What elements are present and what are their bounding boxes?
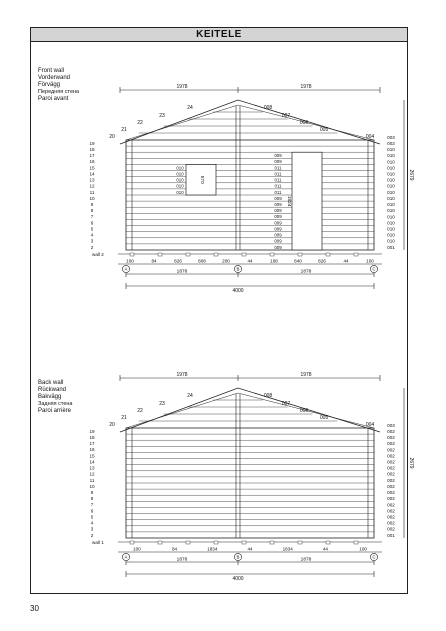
- roof-outline: [120, 100, 380, 144]
- gable-log-number: 23: [159, 113, 165, 119]
- right-log-code: 002: [387, 514, 395, 520]
- total-width-label: 4000: [232, 288, 244, 294]
- front-wall-drawing: [30, 78, 414, 308]
- right-log-code: 002: [387, 483, 395, 489]
- row-number: 12: [89, 471, 95, 477]
- door-log-code: 009: [274, 226, 282, 232]
- right-log-code: 001: [387, 532, 395, 538]
- row-number: 3: [90, 526, 94, 532]
- foundation-block: [270, 253, 274, 256]
- right-log-code: 010: [387, 238, 395, 244]
- door-log-code: 011: [274, 189, 282, 195]
- foundation-block: [186, 541, 190, 544]
- right-log-code: 002: [387, 471, 395, 477]
- gable-log-code: 005: [319, 415, 329, 421]
- right-log-code: 010: [387, 226, 395, 232]
- right-log-code: 003: [387, 134, 395, 140]
- segment-dim-label: 200: [222, 258, 230, 264]
- row-number: 18: [89, 147, 95, 152]
- gable-log-code: 004: [365, 422, 375, 428]
- right-log-code: 002: [387, 526, 395, 532]
- row-number: 9: [90, 490, 94, 495]
- gable-log-number: 24: [187, 105, 193, 111]
- row-number: 16: [89, 159, 95, 165]
- right-log-code: 002: [387, 459, 395, 465]
- foundation-block: [242, 541, 246, 544]
- door-height-label: 1824: [286, 195, 291, 207]
- span-dim-label: 1878: [176, 269, 188, 275]
- right-log-code: 010: [387, 232, 395, 238]
- row-number: 2: [90, 244, 94, 250]
- segment-dim-label: 44: [247, 546, 253, 552]
- axis-label: B: [236, 554, 240, 560]
- caption-line: Vorderwand: [38, 75, 71, 81]
- caption-line: Back wall: [38, 380, 64, 386]
- row-number: 6: [90, 220, 94, 226]
- gable-log-number: 21: [121, 127, 127, 133]
- right-log-code: 002: [387, 453, 395, 459]
- top-dim-label: 1978: [176, 84, 188, 90]
- row-number: 7: [90, 214, 94, 220]
- foundation-block: [298, 253, 302, 256]
- axis-label: C: [372, 266, 376, 272]
- caption-line: Paroi avant: [38, 96, 69, 102]
- axis-label: A: [124, 554, 128, 560]
- right-log-code: 002: [387, 428, 395, 434]
- row-number: 2: [90, 532, 94, 538]
- right-log-code: 002: [387, 490, 395, 496]
- door-log-code: 009: [274, 238, 282, 244]
- foundation-block: [326, 541, 330, 544]
- segment-dim-label: 168: [270, 258, 278, 264]
- foundation-block: [186, 253, 190, 256]
- door-log-code: 009: [274, 202, 282, 207]
- height-dim-label: 2679: [408, 457, 414, 469]
- right-log-code: 010: [387, 189, 395, 195]
- total-width-label: 4000: [232, 576, 244, 582]
- top-dim-label: 1978: [176, 372, 188, 378]
- door-log-code: 011: [274, 165, 282, 171]
- row-number: 14: [89, 459, 95, 465]
- row-number: 8: [90, 496, 94, 502]
- back-wall-elevation: [30, 366, 414, 586]
- gable-log-number: 22: [137, 408, 143, 414]
- right-log-code: 002: [387, 520, 395, 526]
- right-log-code: 010: [387, 147, 395, 153]
- right-log-code: 010: [387, 171, 395, 177]
- foundation-block: [214, 253, 218, 256]
- segment-dim-label: 1834: [207, 546, 218, 552]
- caption-line: Förvägg: [38, 82, 61, 88]
- right-log-code: 002: [387, 140, 395, 146]
- right-log-code: 010: [387, 202, 395, 208]
- door-log-code: 009: [274, 220, 282, 226]
- segment-dim-label: 44: [343, 258, 349, 264]
- window-log-code: 010: [176, 165, 184, 171]
- gable-log-code: 005: [319, 127, 329, 133]
- right-log-code: 010: [387, 220, 395, 226]
- segment-dim-label: 100: [366, 258, 374, 264]
- page-header: [30, 27, 408, 42]
- height-dim-label: 2679: [408, 169, 414, 181]
- gable-log-code: 008: [263, 105, 273, 111]
- caption-line: Rückwand: [38, 387, 67, 393]
- page-title: KEITELE: [196, 29, 242, 40]
- row-number: 17: [89, 153, 95, 159]
- caption-line: Передняя стена: [38, 89, 80, 95]
- gable-log-number: 22: [137, 120, 143, 126]
- page-number: 30: [30, 604, 39, 613]
- segment-dim-label: 84: [151, 258, 157, 264]
- axis-label: C: [372, 554, 376, 560]
- top-dim-label: 1978: [300, 84, 312, 90]
- right-log-code: 010: [387, 208, 395, 214]
- right-log-code: 001: [387, 244, 395, 250]
- door-log-code: 009: [274, 153, 282, 159]
- gable-log-code: 006: [299, 408, 309, 414]
- segment-dim-label: 826: [174, 258, 182, 264]
- right-log-code: 010: [387, 183, 395, 189]
- row-number: 11: [89, 477, 95, 483]
- row-number: 14: [89, 171, 95, 177]
- window-log-code: 010: [176, 171, 184, 177]
- door-log-code: 009: [274, 195, 282, 201]
- door-log-code: 011: [274, 183, 282, 189]
- row-number: 19: [89, 428, 95, 434]
- caption-line: Front wall: [38, 68, 65, 74]
- segment-dim-label: 840: [294, 258, 302, 264]
- right-log-code: 002: [387, 502, 395, 508]
- row-number: 5: [90, 226, 94, 232]
- row-number: 9: [90, 202, 94, 207]
- segment-dim-label: 826: [318, 258, 326, 264]
- segment-dim-label: 100: [359, 546, 367, 552]
- row-number: 17: [89, 441, 95, 447]
- foundation-block: [158, 253, 162, 256]
- right-log-code: 002: [387, 508, 395, 514]
- wall-label: wall 1: [92, 540, 104, 545]
- row-number: 13: [89, 465, 95, 471]
- right-log-code: 002: [387, 435, 395, 441]
- roof-inner-line: [126, 393, 374, 428]
- roof-inner-line: [126, 105, 374, 140]
- caption-line: Задняя стена: [38, 401, 73, 407]
- segment-dim-label: 84: [172, 546, 178, 552]
- caption-line: Bakvägg: [38, 394, 62, 400]
- door-log-code: 009: [274, 159, 282, 165]
- right-log-code: 002: [387, 477, 395, 483]
- foundation-block: [130, 253, 134, 256]
- foundation-block: [214, 541, 218, 544]
- segment-dim-label: 1834: [282, 546, 293, 552]
- door-log-code: 009: [274, 208, 282, 214]
- window-log-code: 010: [176, 177, 184, 183]
- gable-log-number: 21: [121, 415, 127, 421]
- right-log-code: 010: [387, 177, 395, 183]
- row-number: 18: [89, 435, 95, 440]
- foundation-block: [270, 541, 274, 544]
- gable-log-code: 006: [299, 120, 309, 126]
- right-log-code: 010: [387, 159, 395, 165]
- span-dim-label: 1878: [176, 557, 188, 563]
- foundation-block: [158, 541, 162, 544]
- foundation-block: [354, 541, 358, 544]
- row-number: 16: [89, 447, 95, 453]
- door-log-code: 009: [274, 232, 282, 238]
- row-number: 10: [89, 195, 95, 201]
- roof-outline: [120, 388, 380, 432]
- door-log-code: 009: [274, 244, 282, 250]
- window-log-code: 010: [176, 189, 184, 195]
- right-log-code: 010: [387, 214, 395, 220]
- foundation-block: [298, 541, 302, 544]
- back-wall-drawing: [30, 366, 414, 586]
- door-log-code: 011: [274, 171, 282, 177]
- row-number: 11: [89, 189, 95, 195]
- gable-log-code: 007: [281, 401, 291, 407]
- row-number: 19: [89, 140, 95, 146]
- caption-line: Paroi arrière: [38, 408, 72, 414]
- row-number: 6: [90, 508, 94, 514]
- right-log-code: 002: [387, 465, 395, 471]
- row-number: 12: [89, 183, 95, 189]
- gable-log-code: 008: [263, 393, 273, 399]
- right-log-code: 003: [387, 422, 395, 428]
- row-number: 8: [90, 208, 94, 214]
- right-log-code: 010: [387, 153, 395, 159]
- span-dim-label: 1878: [300, 269, 312, 275]
- gable-log-code: 007: [281, 113, 291, 119]
- door-log-code: 009: [274, 214, 282, 220]
- gable-log-number: 24: [187, 393, 193, 399]
- axis-label: B: [236, 266, 240, 272]
- row-number: 3: [90, 238, 94, 244]
- right-log-code: 002: [387, 496, 395, 502]
- row-number: 10: [89, 483, 95, 489]
- foundation-block: [354, 253, 358, 256]
- row-number: 7: [90, 502, 94, 508]
- right-log-code: 002: [387, 447, 395, 453]
- row-number: 13: [89, 177, 95, 183]
- foundation-block: [242, 253, 246, 256]
- window-log-code: 010: [176, 183, 184, 189]
- segment-dim-label: 44: [247, 258, 253, 264]
- window-height-label: 570: [199, 175, 204, 184]
- row-number: 5: [90, 514, 94, 520]
- gable-log-number: 23: [159, 401, 165, 407]
- axis-label: A: [124, 266, 128, 272]
- right-log-code: 010: [387, 165, 395, 171]
- row-number: 15: [89, 165, 95, 171]
- segment-dim-label: 100: [133, 546, 141, 552]
- foundation-block: [130, 541, 134, 544]
- right-log-code: 002: [387, 441, 395, 447]
- segment-dim-label: 808: [198, 258, 206, 264]
- segment-dim-label: 44: [322, 546, 328, 552]
- gable-log-code: 004: [365, 134, 375, 140]
- top-dim-label: 1978: [300, 372, 312, 378]
- foundation-block: [326, 253, 330, 256]
- gable-log-number: 20: [109, 134, 115, 140]
- row-number: 4: [90, 232, 94, 238]
- front-wall-elevation: [30, 78, 414, 308]
- door-opening: [292, 152, 322, 250]
- row-number: 15: [89, 453, 95, 459]
- wall-label: wall 2: [92, 252, 104, 257]
- right-log-code: 010: [387, 195, 395, 201]
- door-log-code: 011: [274, 177, 282, 183]
- span-dim-label: 1878: [300, 557, 312, 563]
- gable-log-number: 20: [109, 422, 115, 428]
- segment-dim-label: 100: [126, 258, 134, 264]
- row-number: 4: [90, 520, 94, 526]
